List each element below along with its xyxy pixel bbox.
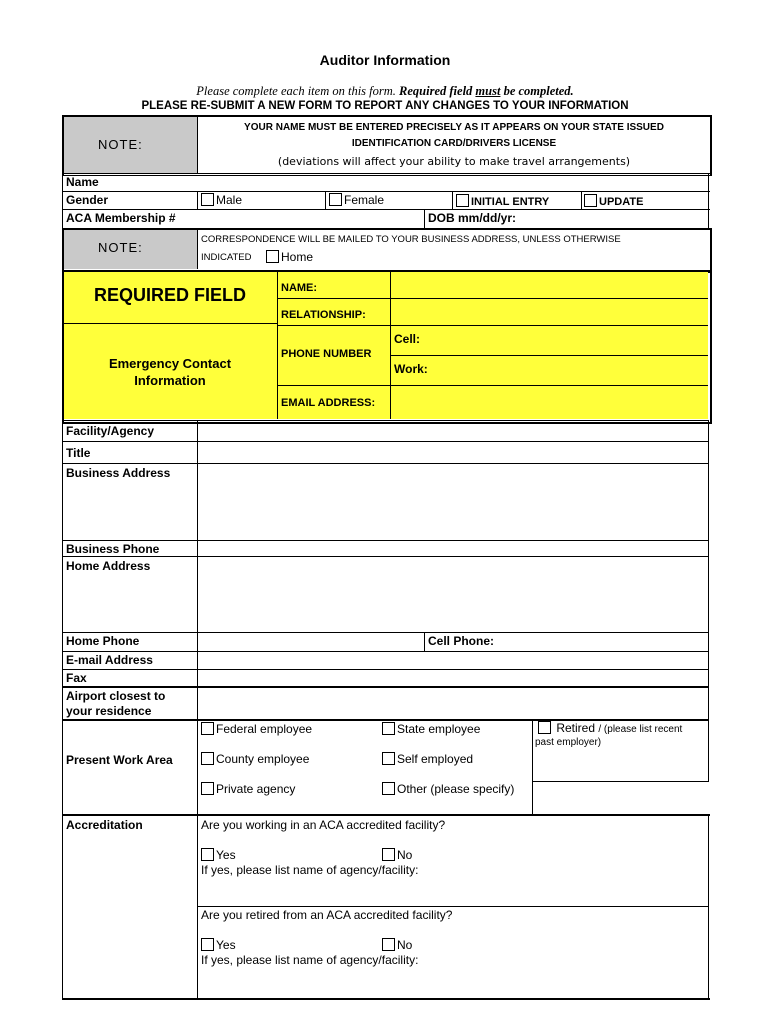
business-address-field[interactable] [198,464,707,539]
other-option[interactable] [382,782,514,796]
private-checkbox[interactable] [201,782,214,795]
home-address-label: Home Address [66,559,151,573]
q1-no-option[interactable] [382,848,412,862]
ec-relationship-label: RELATIONSHIP: [281,309,366,321]
note2-label: NOTE: [98,240,143,255]
self-label: Self employed [397,752,474,766]
private-option[interactable] [201,782,295,796]
gender-label: Gender [66,193,109,207]
home-phone-label: Home Phone [66,634,140,648]
state-checkbox[interactable] [382,722,395,735]
update-option[interactable] [584,194,643,208]
business-address-label: Business Address [66,466,171,480]
q2-agency-field[interactable] [198,968,707,997]
male-label: Male [216,193,243,207]
q1-no-label: No [397,848,413,862]
ec-cell-field[interactable] [430,327,706,353]
q1-yes-label: Yes [216,848,236,862]
airport-label-line1: Airport closest to [66,689,166,703]
q2-yes-option[interactable] [201,938,236,952]
retired-note-line2: past employer) [535,737,602,748]
initial-entry-checkbox[interactable] [456,194,469,207]
email-field[interactable] [198,652,707,668]
dob-label: DOB mm/dd/yr: [428,211,517,225]
resubmit-notice: PLEASE RE-SUBMIT A NEW FORM TO REPORT ANY CHANGES TO YOUR INFORMATION [141,100,629,112]
ec-work-label: Work: [394,362,428,376]
male-option[interactable] [201,193,242,207]
federal-option[interactable] [201,722,312,736]
accreditation-q1: Are you working in an ACA accredited facility? [201,818,446,832]
note1-line1: YOUR NAME MUST BE ENTERED PRECISELY AS IT APPEARS ON YOUR STATE ISSUED [244,122,664,133]
airport-label-line2: your residence [66,704,152,718]
ec-email-field[interactable] [392,387,706,417]
q1-agency-field[interactable] [198,878,707,906]
airport-field[interactable] [198,689,707,718]
female-option[interactable] [329,193,384,207]
other-label: Other (please specify) [397,782,515,796]
instructions [0,84,770,99]
retired-note-line1: / (please list recent [598,724,683,735]
q1-yes-checkbox[interactable] [201,848,214,861]
note1-line2: IDENTIFICATION CARD/DRIVERS LICENSE [351,138,557,149]
ec-email-label: EMAIL ADDRESS: [281,397,376,409]
state-label: State employee [397,722,481,736]
accreditation-label: Accreditation [66,818,143,832]
home-label: Home [281,250,314,264]
update-label: UPDATE [599,196,644,208]
note1-label: NOTE: [98,137,143,152]
q2-yes-checkbox[interactable] [201,938,214,951]
required-field-heading: REQUIRED FIELD [93,285,246,305]
note1-line3: (deviations will affect your ability to make travel arrangements) [277,155,631,168]
title-label: Title [66,446,91,460]
federal-label: Federal employee [216,722,313,736]
form-title: Auditor Information [319,52,451,68]
fax-label: Fax [66,671,87,685]
county-option[interactable] [201,752,309,766]
name-label: Name [66,175,99,189]
federal-checkbox[interactable] [201,722,214,735]
q1-list-prompt: If yes, please list name of agency/facility: [201,863,419,877]
accreditation-q2: Are you retired from an ACA accredited facility? [201,908,453,922]
home-address-field[interactable] [198,557,707,631]
update-checkbox[interactable] [584,194,597,207]
emergency-contact-line1: Emergency Contact [108,356,232,371]
business-phone-field[interactable] [198,541,707,555]
ec-name-field[interactable] [390,273,706,296]
ec-work-field[interactable] [435,357,706,383]
q2-yes-label: Yes [216,938,236,952]
other-checkbox[interactable] [382,782,395,795]
q1-yes-option[interactable] [201,848,236,862]
instruction-must: must [475,84,501,98]
q1-no-checkbox[interactable] [382,848,395,861]
cell-phone-label: Cell Phone: [428,634,495,648]
home-phone-field[interactable] [198,633,423,650]
present-work-area-label: Present Work Area [66,753,173,767]
cell-phone-field[interactable] [500,633,707,650]
fax-field[interactable] [198,670,707,685]
email-label: E-mail Address [66,653,153,667]
instruction-required: Required field [399,84,473,98]
retired-option[interactable] [538,721,682,735]
note2-line1: CORRESPONDENCE WILL BE MAILED TO YOUR BUSINESS ADDRESS, UNLESS OTHERWISE [201,234,621,245]
initial-entry-option[interactable] [456,194,549,208]
ec-cell-label: Cell: [394,332,421,346]
facility-field[interactable] [198,421,707,440]
note2-line2: INDICATED [201,252,252,263]
home-checkbox[interactable] [266,250,279,263]
retired-label: Retired [556,721,596,735]
self-option[interactable] [382,752,473,766]
private-label: Private agency [216,782,296,796]
instruction-post: be completed. [503,84,574,98]
retired-checkbox[interactable] [538,721,551,734]
female-checkbox[interactable] [329,193,342,206]
self-checkbox[interactable] [382,752,395,765]
state-option[interactable] [382,722,480,736]
q2-no-option[interactable] [382,938,412,952]
business-phone-label: Business Phone [66,542,160,556]
ec-name-label: NAME: [281,282,318,294]
facility-label: Facility/Agency [66,424,155,438]
female-label: Female [344,193,385,207]
ec-relationship-field[interactable] [390,300,706,323]
county-checkbox[interactable] [201,752,214,765]
q2-no-label: No [397,938,413,952]
home-option[interactable] [266,250,313,264]
county-label: County employee [216,752,310,766]
q2-no-checkbox[interactable] [382,938,395,951]
membership-label: ACA Membership # [66,211,176,225]
ec-phone-label: PHONE NUMBER [281,348,372,360]
male-checkbox[interactable] [201,193,214,206]
title-field[interactable] [198,442,707,462]
initial-entry-label: INITIAL ENTRY [471,196,550,208]
q2-list-prompt: If yes, please list name of agency/facility: [201,953,419,967]
instruction-pre: Please complete each item on this form. [196,84,396,98]
emergency-contact-line2: Information [134,373,206,388]
